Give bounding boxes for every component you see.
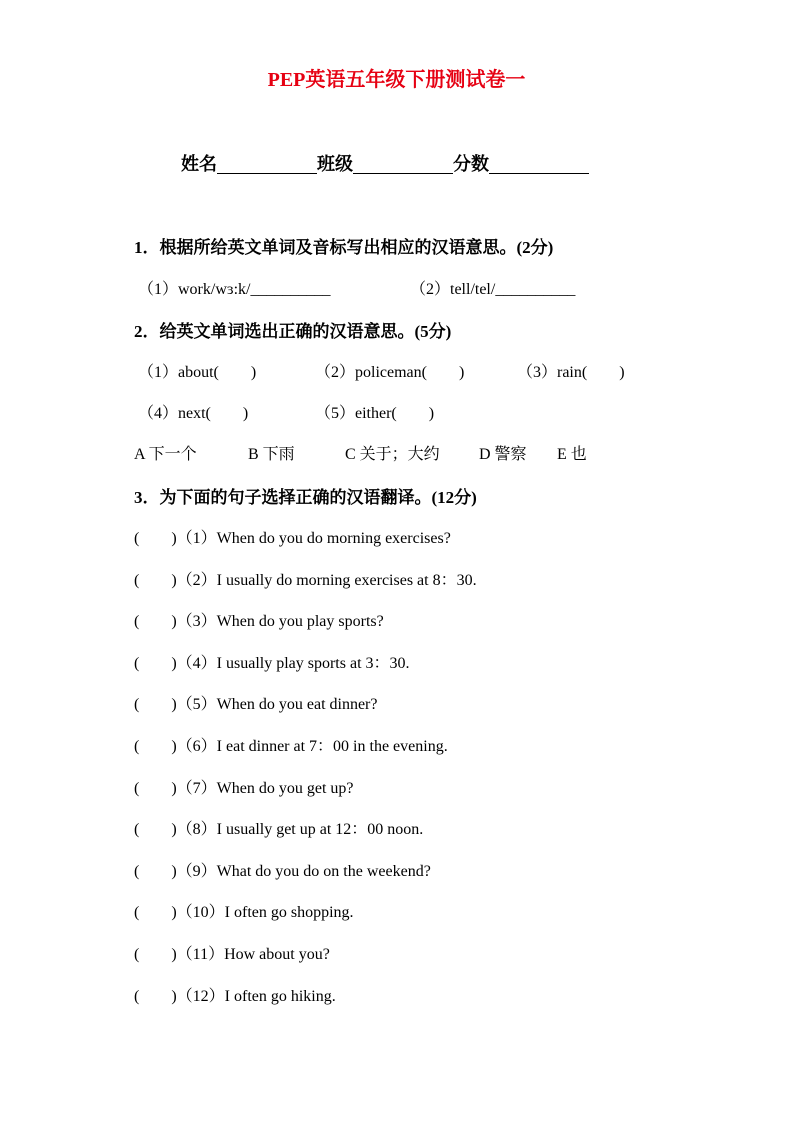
list-item: ( )（10）I often go shopping. bbox=[134, 904, 354, 921]
list-item: ( )（4）I usually play sports at 3：30. bbox=[134, 655, 410, 672]
list-item: ( )（1）When do you do morning exercises? bbox=[134, 530, 451, 547]
option-d: D 警察 bbox=[479, 446, 527, 463]
list-item: ( )（3）When do you play sports? bbox=[134, 613, 384, 630]
section2-item: （1）about( ) bbox=[138, 364, 257, 381]
score-blank[interactable] bbox=[489, 155, 589, 174]
option-a: A 下一个 bbox=[134, 446, 197, 463]
name-label: 姓名 bbox=[181, 154, 217, 174]
section2-heading: 2．给英文单词选出正确的汉语意思。(5分) bbox=[134, 322, 452, 341]
list-item: ( )（11）How about you? bbox=[134, 946, 330, 963]
list-item: ( )（7）When do you get up? bbox=[134, 780, 354, 797]
list-item: ( )（8）I usually get up at 12：00 noon. bbox=[134, 821, 424, 838]
section1-heading: 1．根据所给英文单词及音标写出相应的汉语意思。(2分) bbox=[134, 238, 554, 257]
section2-item: （4）next( ) bbox=[138, 405, 249, 422]
list-item: ( )（2）I usually do morning exercises at 8：30. bbox=[134, 572, 477, 589]
list-item: ( )（12）I often go hiking. bbox=[134, 988, 336, 1005]
section3-heading: 3．为下面的句子选择正确的汉语翻译。(12分) bbox=[134, 488, 477, 507]
option-e: E 也 bbox=[557, 446, 587, 463]
option-c: C 关于；大约 bbox=[345, 446, 440, 463]
section2-item: （2）policeman( ) bbox=[315, 364, 465, 381]
list-item: ( )（5）When do you eat dinner? bbox=[134, 696, 378, 713]
page-title: PEP英语五年级下册测试卷一 bbox=[267, 69, 526, 91]
student-info-row bbox=[181, 155, 589, 174]
class-label: 班级 bbox=[317, 154, 353, 174]
section2-item: （5）either( ) bbox=[315, 405, 435, 422]
section1-item: （1）work/wɜ:k/__________ bbox=[138, 281, 331, 298]
score-label: 分数 bbox=[453, 154, 489, 174]
list-item: ( )（6）I eat dinner at 7：00 in the evening. bbox=[134, 738, 448, 755]
list-item: ( )（9）What do you do on the weekend? bbox=[134, 863, 431, 880]
name-blank[interactable] bbox=[217, 155, 317, 174]
section1-item: （2）tell/tel/__________ bbox=[410, 281, 576, 298]
section2-item: （3）rain( ) bbox=[517, 364, 625, 381]
class-blank[interactable] bbox=[353, 155, 453, 174]
option-b: B 下雨 bbox=[248, 446, 295, 463]
